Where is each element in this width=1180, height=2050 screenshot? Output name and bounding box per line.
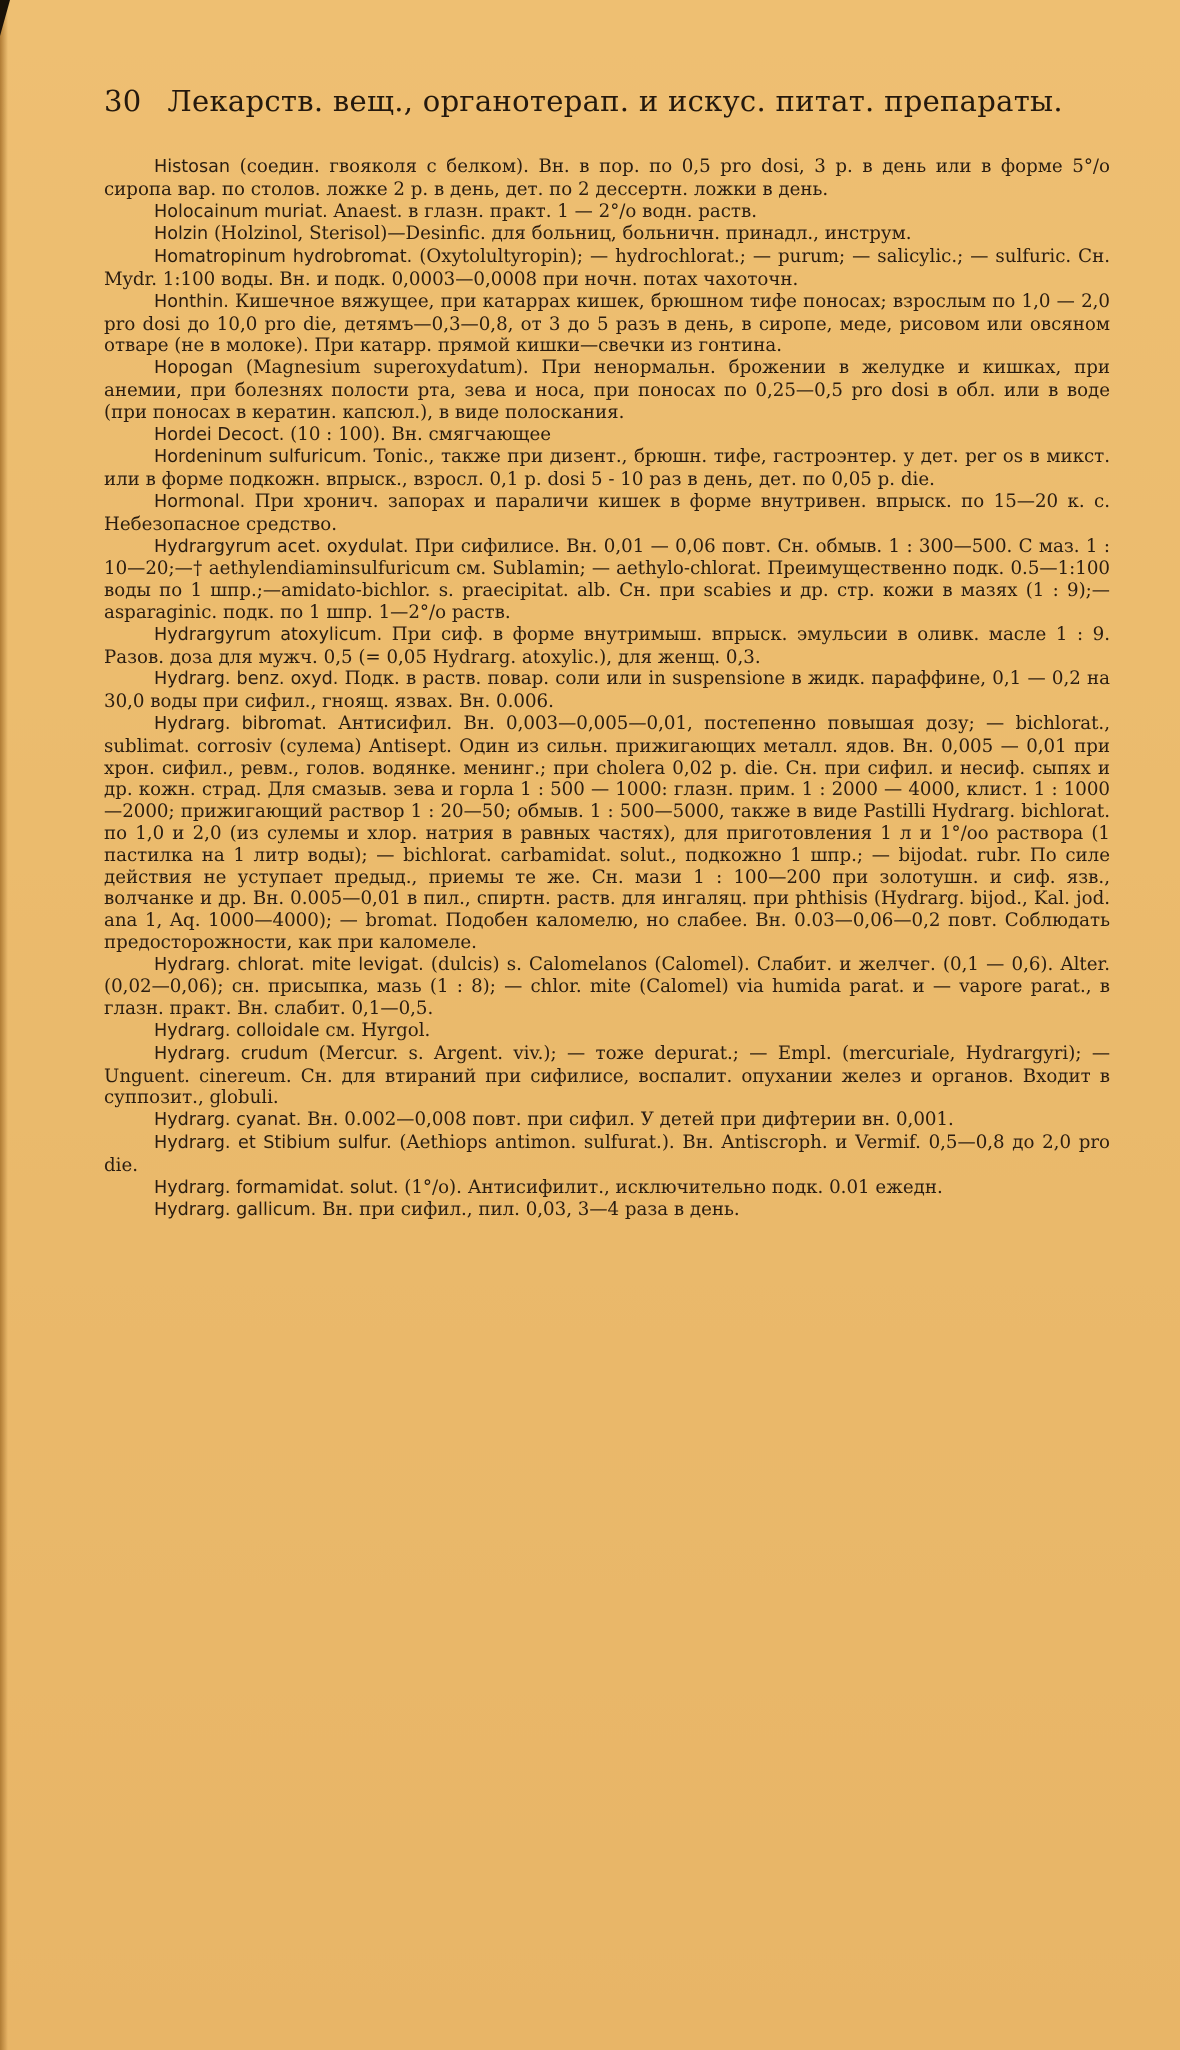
- entry-hopogan: [104, 357, 1110, 423]
- entry-term: Hydrarg. et Stibium sulfur.: [154, 1133, 392, 1154]
- entry-term: Homatropinum hydrobromat.: [154, 247, 413, 268]
- entry-term: Honthin.: [154, 291, 229, 312]
- entry-hydrarg-chlorat: [104, 954, 1110, 1020]
- entry-hydrarg-bibromat: [104, 713, 1110, 954]
- entry-hydrarg-formamidat: [104, 1177, 1110, 1200]
- entry-term: Hydrargyrum acet. oxydulat.: [154, 536, 409, 557]
- entry-text: При сиф. в форме внутримыш. впрыск. эмульсии в оливк. масле 1 : 9. Разов. доза для мужч. 0,5 (= 0,05 Hydrarg. atoxylic.), для женщ. 0,3.: [104, 623, 1110, 668]
- entry-honthin: [104, 291, 1110, 357]
- entry-term: Hydrarg. bibromat.: [154, 713, 327, 734]
- entry-text: (Aethiops antimon. sulfurat.). Вн. Antiscroph. и Vermif. 0,5—0,8 до 2,0 pro die.: [104, 1132, 1110, 1176]
- entry-term: Hydrarg. cyanat.: [154, 1110, 302, 1131]
- entry-text: (Magnesium superoxydatum). При ненормальн. брожении в желудке и кишках, при анемии, при болезнях полости рта, зева и носа, при поносах по 0,25—0,5 pro dosi в обл. или в воде (при поносах в кератин. капсюл.), в виде полоскания.: [104, 357, 1110, 423]
- entry-homatropinum: [104, 246, 1110, 291]
- entry-text: При хронич. запорах и параличи кишек в форме внутривен. впрыск. по 15—20 к. с. Небезопасное средство.: [104, 490, 1110, 535]
- entry-hydrarg-stibium: [104, 1132, 1110, 1177]
- entry-text: (Oxytolultyropin); — hydrochlorat.; — purum; — salicylic.; — sulfuric. Сн. Mydr. 1:100 воды. Вн. и подк. 0,0003—0,0008 при ночн. потах чахоточн.: [104, 246, 1110, 290]
- entry-text: Вн. 0.002—0,008 повт. при сифил. У детей при дифтерии вн. 0,001.: [301, 1109, 954, 1131]
- entry-term: Hydrarg. crudum: [154, 1043, 309, 1064]
- entry-hydrarg-benz: [104, 668, 1110, 713]
- entry-text: (Mercur. s. Argent. viv.); — тоже depurat.; — Empl. (mercuriale, Hydrargyri); — Unguent. cinereum. Сн. для втираний при сифилисе, воспалит. опухании желез и органов. Входит в суппозит., globuli.: [104, 1042, 1111, 1109]
- entry-holzin: [104, 223, 1110, 246]
- entry-term: Hydrarg. benz. oxyd.: [154, 669, 339, 690]
- entry-term: Hydrarg. colloidale: [154, 1021, 320, 1042]
- entry-hormonal: [104, 491, 1110, 536]
- entry-text: (1°/o). Антисифилит., исключительно подк. 0.01 ежедн.: [398, 1176, 943, 1198]
- entry-text: (Holzinol, Sterisol)—Desinfic. для больниц, больничн. принадл., инструм.: [208, 223, 912, 245]
- entry-holocainum: [104, 201, 1110, 224]
- entry-hydrarg-crudum: [104, 1043, 1110, 1109]
- entry-term: Holocainum muriat.: [154, 201, 328, 222]
- page-edge-shadow: [0, 0, 8, 2050]
- entry-term: Hordei Decoct.: [154, 424, 285, 445]
- page-number: 30: [104, 84, 142, 118]
- dictionary-text: [104, 156, 1110, 1222]
- entry-text: Кишечное вяжущее, при катаррах кишек, брюшном тифе поносах; взрослым по 1,0 — 2,0 pro dosi до 10,0 pro die, детямъ—0,3—0,8, от 3 до 5 разъ в день, в сиропе, меде, рисовом или овсяном отваре (не в молоке). При катарр. прямой кишки—свечки из гонтина.: [104, 290, 1110, 357]
- entry-term: Hydrarg. formamidat. solut.: [154, 1177, 399, 1198]
- entry-term: Hopogan: [154, 358, 234, 379]
- entry-hydrargyrum-atoxylicum: [104, 624, 1110, 669]
- entry-term: Holzin: [154, 224, 209, 245]
- entry-hordei-decoct: [104, 424, 1110, 447]
- entry-hydrarg-gallicum: [104, 1199, 1110, 1222]
- entry-text: Подк. в раств. повар. соли или in suspensione в жидк. параффине, 0,1 — 0,2 на 30,0 воды при сифил., гноящ. язвах. Вн. 0.006.: [104, 668, 1110, 713]
- corner-mark: [0, 0, 10, 36]
- entry-text: (dulcis) s. Calomelanos (Calomel). Слабит. и желчег. (0,1 — 0,6). Alter. (0,02—0,06); сн. присыпка, мазь (1 : 8); — chlor. mite (Calomel) via humida parat. и — vapore parat., в глазн. практ. Вн. слабит. 0,1—0,5.: [104, 953, 1110, 1020]
- entry-hydrargyrum-acet: [104, 536, 1110, 624]
- entry-text: Антисифил. Вн. 0,003—0,005—0,01, постепенно повышая дозу; — bichlorat., sublimat. corrosiv (сулема) Antisept. Один из сильн. прижигающих металл. ядов. Вн. 0,005 — 0,01 при хрон. сифил., ревм., голов. водянке. менинг.; при cholera 0,02 р. die. Сн. при сифил. и несиф. сыпях и др. кожн. страд. Для смазыв. зева и горла 1 : 500 — 1000: глазн. прим. 1 : 2000 — 4000, клист. 1 : 1000—2000; прижигающий раствор 1 : 20—50; обмыв. 1 : 500—5000, также в виде Pastilli Hydrarg. bichlorat. по 1,0 и 2,0 (из сулемы и хлор. натрия в равных частях), для приготовления 1 л и 1°/oo раствора (1 пастилка на 1 литр воды); — bichlorat. carbamidat. solut., подкожно 1 шпр.; — bijodat. rubr. По силе действия не уступает предыд., приемы те же. Сн. мази 1 : 100—200 при золотушн. и сиф. язв., волчанке и др. Вн. 0.005—0,01 в пил., спиртн. раств. для ингаляц. при phthisis (Hydrarg. bijod., Kal. jod. ana 1, Aq. 1000—4000); — bromat. Подобен каломелю, но слабее. Вн. 0.03—0,06—0,2 повт. Соблюдать предосторожности, как при каломеле.: [104, 712, 1110, 953]
- entry-hydrarg-cyanat: [104, 1109, 1110, 1132]
- entry-text: (соедин. гвояколя с белком). Вн. в пор. по 0,5 pro dosi, 3 р. в день или в форме 5°/o сиропа вар. по столов. ложке 2 р. в день, дет. по 2 дессертн. ложки в день.: [104, 156, 1110, 200]
- entry-hordeninum: [104, 446, 1110, 491]
- entry-hydrarg-colloidale: [104, 1020, 1110, 1043]
- entry-term: Hydrargyrum atoxylicum.: [154, 624, 383, 645]
- entry-histosan: [104, 156, 1110, 201]
- entry-text: При сифилисе. Вн. 0,01 — 0,06 повт. Сн. обмыв. 1 : 300—500. С маз. 1 : 10—20;—† aethylendiaminsulfuricum см. Sublamin; — aethylo-chlorat. Преимущественно подк. 0.5—1:100 воды по 1 шпр.;—amidato-bichlor. s. praecipitat. alb. Сн. при scabies и др. стр. кожи в мазях (1 : 9);—asparaginic. подк. по 1 шпр. 1—2°/o раств.: [104, 535, 1110, 623]
- entry-term: Hydrarg. gallicum.: [154, 1200, 317, 1221]
- entry-text: Tonic., также при дизент., брюшн. тифе, гастроэнтер. у дет. per os в микст. или в форме подкожн. впрыск., взросл. 0,1 р. dosi 5 - 10 раз в день, дет. по 0,05 р. die.: [104, 446, 1110, 491]
- entry-term: Hordeninum sulfuricum.: [154, 447, 367, 468]
- entry-text: см. Hyrgol.: [319, 1020, 431, 1042]
- page-header: [104, 84, 1104, 118]
- entry-text: (10 : 100). Вн. смягчающее: [284, 423, 551, 445]
- entry-term: Hydrarg. chlorat. mite levigat.: [154, 954, 424, 975]
- entry-text: Вн. при сифил., пил. 0,03, 3—4 раза в день.: [316, 1199, 740, 1221]
- entry-text: Anaest. в глазн. практ. 1 — 2°/o водн. раств.: [327, 200, 757, 222]
- running-title: Лекарств. вещ., органотерап. и искус. питат. препараты.: [167, 84, 1063, 118]
- entry-term: Hormonal.: [154, 491, 246, 512]
- entry-term: Histosan: [154, 157, 231, 177]
